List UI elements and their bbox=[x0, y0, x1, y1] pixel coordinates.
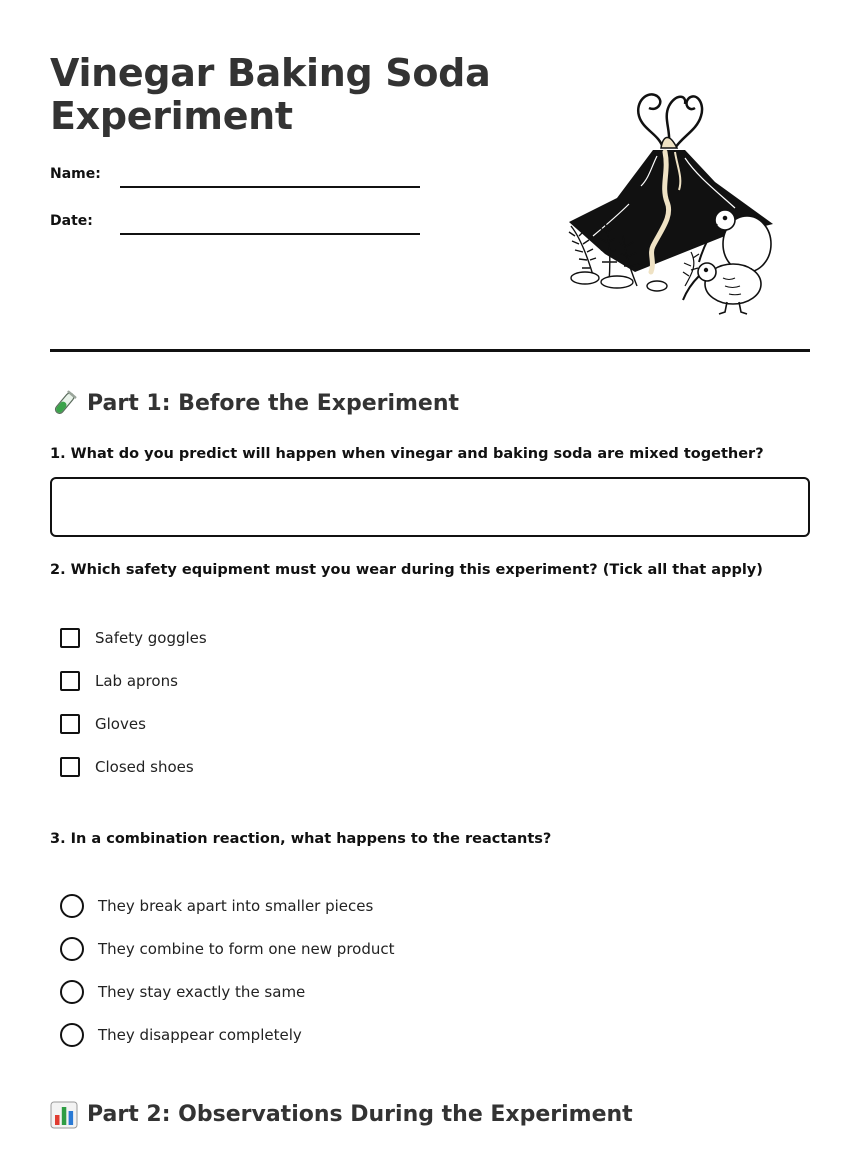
question-2: 2. Which safety equipment must you wear during this experiment? (Tick all that apply) bbox=[50, 562, 763, 578]
checkbox[interactable] bbox=[60, 628, 80, 648]
worksheet-page bbox=[50, 0, 810, 1161]
option-label: Lab aprons bbox=[95, 672, 178, 690]
radio-button[interactable] bbox=[60, 937, 84, 961]
name-field-row bbox=[50, 164, 420, 190]
option-label: They disappear completely bbox=[98, 1026, 302, 1044]
option-label: They combine to form one new product bbox=[98, 940, 395, 958]
checkbox[interactable] bbox=[60, 714, 80, 734]
option-label: Safety goggles bbox=[95, 629, 207, 647]
option-label: They stay exactly the same bbox=[98, 983, 306, 1001]
question-3: 3. In a combination reaction, what happens to the reactants? bbox=[50, 831, 552, 847]
checkbox[interactable] bbox=[60, 671, 80, 691]
part1-title-text: Part 1: Before the Experiment bbox=[87, 391, 460, 416]
question-1: 1. What do you predict will happen when vinegar and baking soda are mixed together? bbox=[50, 446, 764, 462]
checkbox[interactable] bbox=[60, 757, 80, 777]
name-label: Name: bbox=[50, 166, 101, 182]
part2-title bbox=[50, 1101, 633, 1129]
q3-option-1[interactable] bbox=[60, 894, 373, 918]
date-input-line[interactable] bbox=[120, 233, 420, 235]
name-input-line[interactable] bbox=[120, 186, 420, 188]
radio-button[interactable] bbox=[60, 980, 84, 1004]
q2-option-closed-shoes[interactable] bbox=[60, 755, 194, 779]
page-title: Vinegar Baking Soda Experiment bbox=[50, 51, 491, 138]
q2-option-gloves[interactable] bbox=[60, 712, 146, 736]
q2-option-lab-aprons[interactable] bbox=[60, 669, 178, 693]
radio-button[interactable] bbox=[60, 894, 84, 918]
header-divider bbox=[50, 349, 810, 352]
question-1-answer-box[interactable] bbox=[50, 477, 810, 537]
date-label: Date: bbox=[50, 213, 93, 229]
part2-title-text: Part 2: Observations During the Experiment bbox=[87, 1102, 633, 1127]
option-label: They break apart into smaller pieces bbox=[98, 897, 374, 915]
date-field-row bbox=[50, 211, 420, 237]
radio-button[interactable] bbox=[60, 1023, 84, 1047]
test-tube-icon bbox=[50, 390, 78, 418]
volcano-kiwi-illustration bbox=[565, 86, 780, 316]
q2-option-safety-goggles[interactable] bbox=[60, 626, 207, 650]
q3-option-4[interactable] bbox=[60, 1023, 302, 1047]
bar-chart-icon bbox=[50, 1101, 78, 1129]
option-label: Gloves bbox=[95, 715, 146, 733]
q3-option-2[interactable] bbox=[60, 937, 394, 961]
part1-title bbox=[50, 390, 459, 418]
option-label: Closed shoes bbox=[95, 758, 194, 776]
q3-option-3[interactable] bbox=[60, 980, 305, 1004]
